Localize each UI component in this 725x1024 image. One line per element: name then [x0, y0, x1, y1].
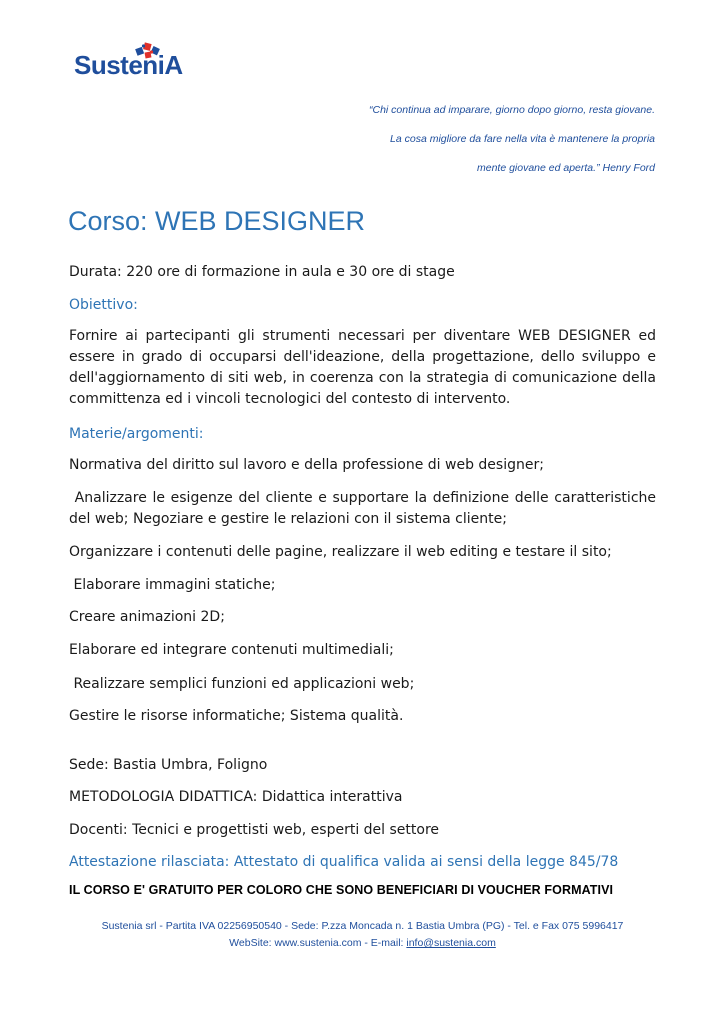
- topic-item: Organizzare i contenuti delle pagine, realizzare il web editing e testare il sito;: [69, 544, 612, 560]
- footer-company-info: Sustenia srl - Partita IVA 02256950540 - Sede: P.zza Moncada n. 1 Bastia Umbra (PG) - Tel. e Fax 075 5996417: [101, 920, 624, 932]
- free-course-note: IL CORSO E' GRATUITO PER COLORO CHE SONO BENEFICIARI DI VOUCHER FORMATIVI: [69, 883, 614, 897]
- footer-website-text: WebSite: www.sustenia.com - E-mail:: [229, 937, 407, 949]
- quote-line-2: La cosa migliore da fare nella vita è mantenere la propria: [390, 133, 655, 145]
- course-duration: Durata: 220 ore di formazione in aula e 30 ore di stage: [69, 264, 455, 280]
- course-teachers: Docenti: Tecnici e progettisti web, esperti del settore: [69, 822, 440, 838]
- email-link[interactable]: info@sustenia.com: [406, 937, 496, 949]
- footer-contacts: [0, 937, 725, 949]
- course-certificate: Attestazione rilasciata: Attestato di qualifica valida ai sensi della legge 845/78: [69, 854, 619, 870]
- page-title: Corso: WEB DESIGNER: [68, 206, 366, 236]
- topic-item: Normativa del diritto sul lavoro e della professione di web designer;: [69, 457, 544, 473]
- topic-item: Elaborare ed integrare contenuti multimediali;: [69, 642, 394, 658]
- quote-line-3: mente giovane ed aperta.” Henry Ford: [476, 162, 655, 174]
- sustenia-logo: [74, 40, 194, 86]
- objective-text: Fornire ai partecipanti gli strumenti necessari per diventare WEB DESIGNER ed essere in grado di occuparsi dell'ideazione, della progettazione, dello sviluppo e dell'aggiornamento di siti web, in coerenza con la strategia di comunicazione della committenza ed i vincoli tecnologici del contesto di intervento.: [69, 328, 656, 407]
- course-location: Sede: Bastia Umbra, Foligno: [69, 757, 268, 773]
- topic-item: Analizzare le esigenze del cliente e supportare la definizione delle caratteristiche del web; Negoziare e gestire le relazioni con il sistema cliente;: [69, 490, 661, 527]
- topic-item: Gestire le risorse informatiche; Sistema qualità.: [69, 708, 404, 724]
- objective-heading: Obiettivo:: [69, 297, 138, 313]
- topic-item: Elaborare immagini statiche;: [69, 577, 276, 593]
- quote-line-1: “Chi continua ad imparare, giorno dopo giorno, resta giovane.: [368, 104, 655, 116]
- topic-item: Creare animazioni 2D;: [69, 609, 225, 625]
- logo-text: SusteniA: [74, 50, 183, 80]
- topic-item: Realizzare semplici funzioni ed applicazioni web;: [69, 676, 415, 692]
- topics-heading: Materie/argomenti:: [69, 426, 204, 442]
- course-methodology: METODOLOGIA DIDATTICA: Didattica interattiva: [69, 789, 403, 805]
